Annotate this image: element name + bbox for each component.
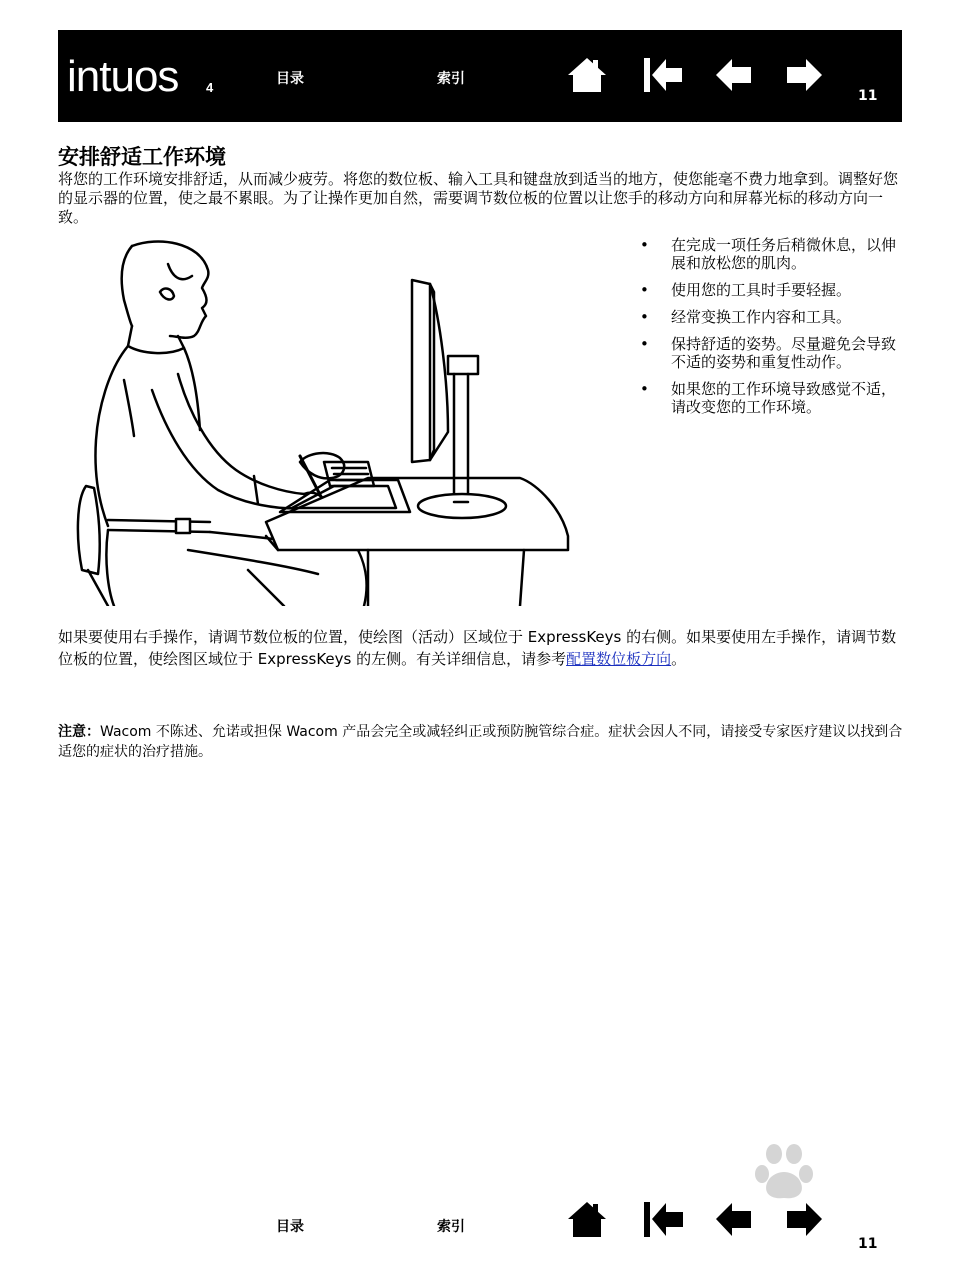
list-item bbox=[640, 236, 910, 272]
intro-paragraph: 将您的工作环境安排舒适，从而减少疲劳。将您的数位板、输入工具和键盘放到适当的地方，使您能毫不费力地拿到。调整好您的显示器的位置，使之最不累眼。为了让操作更加自然，需要调节数位板的位置以让您手的移动方向和屏幕光标的移动方向一致。 bbox=[58, 170, 899, 226]
page-number: 11 bbox=[858, 88, 878, 104]
note-paragraph bbox=[58, 722, 904, 762]
note-label: 注意： bbox=[58, 724, 100, 740]
tip-text: 在完成一项任务后稍微休息，以伸展和放松您的肌肉。 bbox=[671, 236, 897, 272]
bullet-icon: • bbox=[640, 236, 649, 254]
configure-orientation-link[interactable]: 配置数位板方向 bbox=[566, 650, 672, 668]
home-icon[interactable] bbox=[566, 56, 608, 94]
bullet-icon: • bbox=[640, 380, 649, 398]
tip-text: 使用您的工具时手要轻握。 bbox=[671, 281, 852, 299]
section-title: 安排舒适工作环境 bbox=[58, 145, 226, 169]
tips-list bbox=[640, 236, 910, 425]
paragraph-end: 。 bbox=[671, 650, 687, 668]
list-item bbox=[640, 335, 910, 371]
baidu-jingyan-watermark bbox=[690, 1140, 920, 1280]
contents-link[interactable]: 目录 bbox=[276, 71, 304, 87]
tip-text: 经常变换工作内容和工具。 bbox=[671, 308, 852, 326]
footer-page-number: 11 bbox=[858, 1236, 878, 1252]
tip-text: 保持舒适的姿势。尽量避免会导致不适的姿势和重复性动作。 bbox=[671, 335, 897, 371]
ergonomic-workstation-illustration bbox=[68, 240, 578, 606]
previous-page-icon[interactable] bbox=[714, 56, 754, 94]
bullet-icon: • bbox=[640, 308, 649, 326]
header-bar bbox=[58, 30, 902, 122]
list-item bbox=[640, 380, 910, 416]
note-text: Wacom 不陈述、允诺或担保 Wacom 产品会完全或减轻纠正或预防腕管综合症。症状会因人不同，请接受专家医疗建议以找到合适您的症状的治疗措施。 bbox=[58, 724, 903, 760]
list-item bbox=[640, 281, 910, 299]
footer-first-page-icon[interactable] bbox=[642, 1200, 686, 1240]
footer-contents-link[interactable]: 目录 bbox=[276, 1219, 304, 1235]
bullet-icon: • bbox=[640, 335, 649, 353]
next-page-icon[interactable] bbox=[784, 56, 824, 94]
footer-home-icon[interactable] bbox=[566, 1200, 608, 1240]
first-page-icon[interactable] bbox=[642, 56, 684, 94]
list-item bbox=[640, 308, 910, 326]
intuos-logo: intuos bbox=[67, 52, 179, 101]
bullet-icon: • bbox=[640, 281, 649, 299]
handedness-paragraph bbox=[58, 626, 904, 670]
footer-index-link[interactable]: 索引 bbox=[437, 1219, 465, 1235]
tip-text: 如果您的工作环境导致感觉不适，请改变您的工作环境。 bbox=[671, 380, 897, 416]
logo-model-number: 4 bbox=[206, 80, 214, 95]
handedness-text: 如果要使用右手操作，请调节数位板的位置，使绘图（活动）区域位于 ExpressKeys 的右侧。如果要使用左手操作，请调节数位板的位置，使绘图区域位于 ExpressKeys 的左侧。有关详细信息，请参考 bbox=[58, 628, 897, 668]
index-link[interactable]: 索引 bbox=[437, 71, 465, 87]
